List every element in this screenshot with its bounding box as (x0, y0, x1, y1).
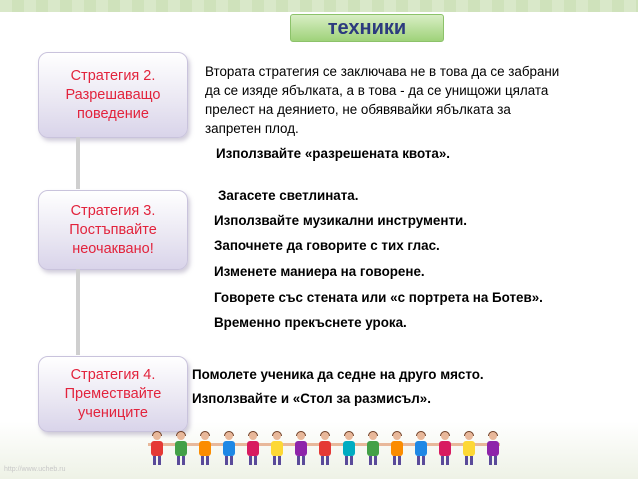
strategy-3-line-3: неочаквано! (72, 240, 154, 257)
connector-line (76, 137, 80, 189)
strategy-4-line-2: Премествайте (64, 385, 162, 402)
child-figure (390, 432, 404, 466)
child-figure (294, 432, 308, 466)
child-figure (246, 432, 260, 466)
child-figure (342, 432, 356, 466)
strategy-2-line-3: поведение (77, 105, 149, 122)
strategy-4-box (38, 356, 188, 432)
strategy-2-box (38, 52, 188, 138)
slide-title: техники (290, 14, 444, 42)
strategy-3-item: Започнете да говорите с тих глас. (214, 238, 440, 253)
strategy-3-item: Загасете светлината. (218, 188, 359, 203)
strategy-3-line-2: Постъпвайте (69, 221, 157, 238)
child-figure (318, 432, 332, 466)
child-figure (414, 432, 428, 466)
strategy-3-item: Временно прекъснете урока. (214, 315, 407, 330)
child-figure (366, 432, 380, 466)
strategy-3-line-1: Стратегия 3. (70, 202, 156, 219)
child-figure (486, 432, 500, 466)
strategy-4-item: Използвайте и «Стол за размисъл». (192, 391, 431, 406)
child-figure (222, 432, 236, 466)
paragraph-line: Втората стратегия се заключава не в това да се забрани (205, 64, 560, 79)
strategy-3-item: Изменете маниера на говорене. (214, 264, 425, 279)
strategy-2-line-1: Стратегия 2. (70, 67, 156, 84)
child-figure (438, 432, 452, 466)
paragraph-line: прелест на деянието, не обявявайки ябълката за (205, 102, 511, 117)
paragraph-line: запретен плод. (205, 121, 299, 136)
child-figure (174, 432, 188, 466)
strategy-2-description (205, 62, 610, 138)
paragraph-line: да се изяде ябълката, а в това - да се унищожи цялата (205, 83, 549, 98)
strategy-4-line-3: учениците (78, 404, 148, 421)
strategy-4-item: Помолете ученика да седне на друго място. (192, 367, 484, 382)
strategy-3-box (38, 190, 188, 270)
child-figure (150, 432, 164, 466)
strategy-2-line-2: Разрешаващо (65, 86, 161, 103)
decorative-top-border (0, 0, 638, 12)
strategy-2-tip: Използвайте «разрешената квота». (216, 146, 451, 161)
watermark: http://www.ucheb.ru (4, 466, 66, 473)
strategy-3-item: Говорете със стената или «с портрета на Ботев». (214, 290, 543, 305)
connector-line (76, 269, 80, 355)
child-figure (198, 432, 212, 466)
child-figure (270, 432, 284, 466)
strategy-3-item: Използвайте музикални инструменти. (214, 213, 467, 228)
strategy-4-line-1: Стратегия 4. (70, 366, 156, 383)
child-figure (462, 432, 476, 466)
